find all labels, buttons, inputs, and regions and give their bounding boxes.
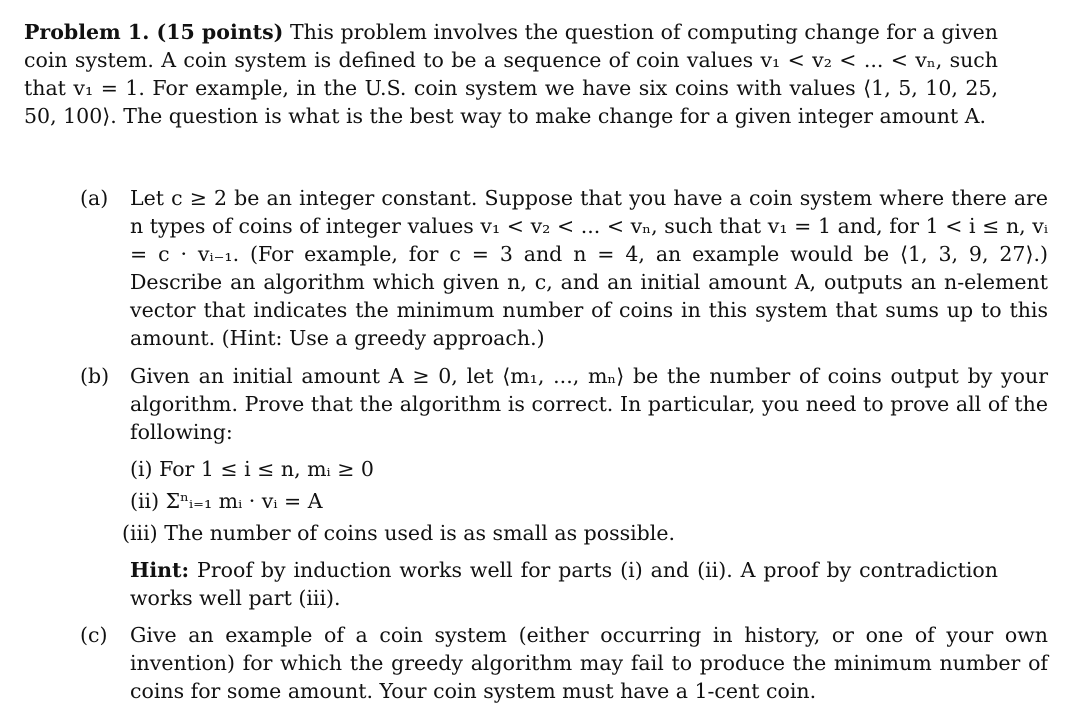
part-c-text: Give an example of a coin system (either occurring in history, or one of your own invention) for which the greedy algorithm may fail to produce the minimum number of coins for some amount. Your coin system must have a 1-cent coin. bbox=[130, 623, 1048, 703]
part-b-item-i bbox=[130, 455, 998, 483]
part-b-text: Given an initial amount A ≥ 0, let ⟨m₁, ..., mₙ⟩ be the number of coins output by your algorithm. Prove that the algorithm is correct. In particular, you need to prove all of the following: bbox=[130, 364, 1048, 444]
item-ii-label: (ii) bbox=[130, 489, 160, 513]
part-b-item-iii bbox=[122, 519, 998, 547]
part-b bbox=[80, 362, 1048, 446]
part-b-item-ii bbox=[130, 487, 998, 515]
item-iii-text: The number of coins used is as small as possible. bbox=[164, 521, 676, 545]
hint-label: Hint: bbox=[130, 558, 190, 582]
problem-statement bbox=[24, 18, 998, 130]
part-c bbox=[80, 621, 1048, 705]
part-c-label: (c) bbox=[80, 623, 108, 647]
part-a bbox=[80, 184, 1048, 352]
item-i-text: For 1 ≤ i ≤ n, mᵢ ≥ 0 bbox=[159, 457, 374, 481]
item-iii-label: (iii) bbox=[122, 521, 158, 545]
hint-text: Proof by induction works well for parts (i) and (ii). A proof by contradiction works well part (iii). bbox=[130, 558, 998, 610]
part-b-label: (b) bbox=[80, 364, 110, 388]
problem-heading: Problem 1. (15 points) bbox=[24, 20, 284, 44]
item-ii-text: Σⁿᵢ₌₁ mᵢ · vᵢ = A bbox=[165, 489, 323, 513]
item-i-label: (i) bbox=[130, 457, 153, 481]
part-a-text: Let c ≥ 2 be an integer constant. Suppose that you have a coin system where there are n types of coins of integer values v₁ < v₂ < ... < vₙ, such that v₁ = 1 and, for 1 < i ≤ n, vᵢ = c · vᵢ₋₁. (For example, for c = 3 and n = 4, an example would be ⟨1, 3, 9, 27⟩.) Describe an algorithm which given n, c, and an initial amount A, outputs an n-element vector that indicates the minimum number of coins in this system that sums up to this amount. (Hint: Use a greedy approach.) bbox=[130, 186, 1048, 350]
part-b-hint bbox=[130, 556, 998, 612]
problem-intro: This problem involves the question of computing change for a given coin system. A coin system is defined to be a sequence of coin values v₁ < v₂ < ... < vₙ, such that v₁ = 1. For example, in the U.S. coin system we have six coins with values ⟨1, 5, 10, 25, 50, 100⟩. The question is what is the best way to make change for a given integer amount A. bbox=[24, 20, 998, 128]
part-a-label: (a) bbox=[80, 186, 109, 210]
